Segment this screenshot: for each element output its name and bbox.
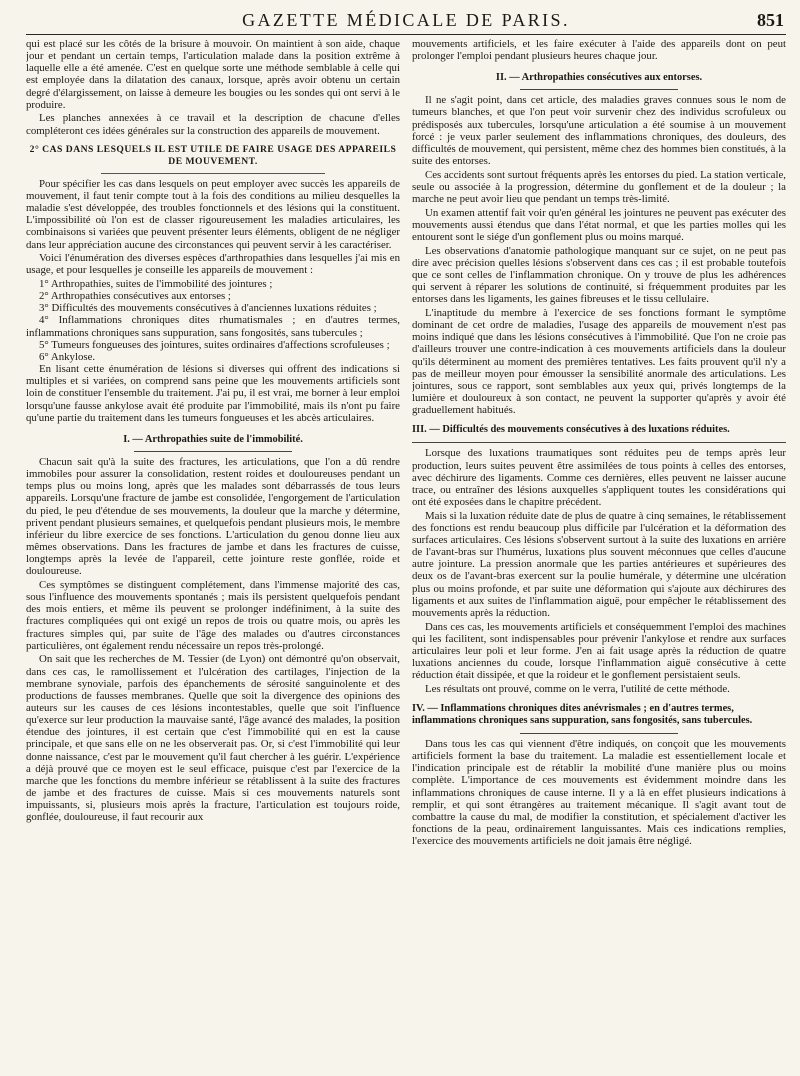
list-item: 4° Inflammations chroniques dites rhumatismales ; en d'autres termes, inflammations chroniques sans suppuration, sans fongosités, sans tubercules ; — [26, 314, 400, 339]
list-item: 6° Ankylose. — [39, 350, 96, 363]
paragraph: qui est placé sur les côtés de la brisure à mouvoir. On maintient à son aide, chaque jour et pendant un certain temps, l'articulation malade dans la position extrême à laquelle elle a été amenée. C'est en quelque sorte une méthode semblable à celle qui est employée dans la dilatation des canaux, lorsque, après avoir obtenu un certain degré d'élargissement, on laisse à demeure les bougies ou les sondes qui ont servi à le produire. — [26, 38, 400, 111]
paragraph: Les résultats ont prouvé, comme on le verra, l'utilité de cette méthode. — [425, 682, 730, 695]
running-header — [26, 6, 786, 35]
list-item: 1° Arthropathies, suites de l'immobilité des jointures ; — [39, 278, 273, 290]
list-item: 5° Tumeurs fongueuses des jointures, suites ordinaires d'affections scrofuleuses ; — [39, 338, 390, 351]
two-column-body — [26, 38, 786, 849]
paragraph: Un examen attentif fait voir qu'en général les jointures ne peuvent pas exécuter des mouvements aussi étendus que dans l'état normal, et que les parties molles qui les entourent sont le siége d'un gonflement plus ou moins marqué. — [412, 206, 786, 244]
list-item: 2° Arthropathies consécutives aux entorses ; — [39, 290, 231, 303]
divider — [520, 89, 677, 90]
paragraph: Pour spécifier les cas dans lesquels on peut employer avec succès les appareils de mouvement, il faut tenir compte tout à la fois des conditions au milieu desquelles la maladie s'est développée, des troubles fonctionnels et des lésions qui la constituent. L'impossibilité où l'on est de classer rigoureusement les maladies articulaires, les combinaisons si variées que peuvent présenter leurs éléments, obligent de ne négliger dans leur appréciation aucune des circonstances qui peuvent servir à les caractériser. — [26, 177, 400, 251]
divider — [520, 733, 677, 734]
subsection-heading: I. — Arthropathies suite de l'immobilité. — [123, 433, 303, 445]
paragraph: L'inaptitude du membre à l'exercice de ses fonctions formant le symptôme dominant de cet ordre de maladies, l'usage des appareils de mouvement n'est pas moins indiqué que dans les lésions consécutives à l'immobilité. Que l'on ne croie pas d'ailleurs trouver une contre-indication à ces mouvements artificiels dans la douleur qu'ils déterminent au moment des premières tentatives. Les faits prouvent qu'il n'y a pas de meilleur moyen pour émousser la sensibilité anormale des articulations. Les jointures, sous ce rapport, sont semblables aux yeux qui, privés longtemps de la lumière et douloureux à son contact, ne peuvent la supporter qu'après y avoir été graduellement habitués. — [412, 306, 786, 417]
subsection-heading: IV. — Inflammations chroniques dites anévrismales ; en d'autres termes, inflammations chroniques sans suppuration, sans fongosités, sans tubercules. — [412, 703, 753, 726]
paragraph: mouvements artificiels, et les faire exécuter à l'aide des appareils dont on peut prolonger l'emploi pendant plusieurs heures chaque jour. — [412, 38, 786, 63]
paragraph: Dans ces cas, les mouvements artificiels et conséquemment l'emploi des machines qui les facilitent, sont indispensables pour prévenir l'ankylose et rendre aux surfaces articulaires leur poli et leur forme. J'en ai fait usage après la réduction de quatre luxations anciennes du coude, lorsque l'inflammation aiguë consécutive à cette réduction était dissipée, et que la roideur et le gonflement persistaient seuls. — [412, 620, 786, 682]
paragraph: Lorsque des luxations traumatiques sont réduites peu de temps après leur production, leurs suites peuvent être assimilées de tous points à celles des entorses, avec déchirure des ligaments. Comme ces dernières, elles peuvent ne laisser aucune trace, ou entraîner des lésions auxquelles s'appliquent toutes les considérations qui ont été exposées dans le chapitre précédent. — [412, 447, 786, 508]
paragraph: Ces symptômes se distinguent complétement, dans l'immense majorité des cas, sous l'influence des mouvements spontanés ; mais ils persistent quelquefois pendant des mois entiers, et même ils peuvent se prolonger indéfiniment, à la suite des fractures compliquées qui ont exigé un repos de trois ou quatre mois, ou après les fractures simples qui, par suite de l'âge des malades ou d'autres circonstances particulières, ont également rendu nécessaire un repos très-prolongé. — [26, 578, 400, 652]
paragraph: Mais si la luxation réduite date de plus de quatre à cinq semaines, le rétablissement des fonctions est rendu beaucoup plus difficile par l'ulcération et la déformation des surfaces articulaires. Ces lésions s'observent surtout à la suite des luxations en arrière de l'avant-bras sur l'humérus, luxations plus souvent méconnues que celles d'aucune autre jointure. La pression anormale que les parties antérieures et supérieures des deux os de l'avant-bras exercent sur la poulie humérale, y détermine une ulcération plus ou moins profonde, et par suite une déformation qui s'ajoute aux déchirures des ligaments et aux suites de l'inflammation aiguë, pour empêcher le rétablissement des mouvements après la réduction. — [412, 509, 786, 619]
paragraph: Les planches annexées à ce travail et la description de chacune d'elles compléteront ces idées générales sur la construction des appareils de mouvement. — [26, 112, 400, 137]
paragraph: Il ne s'agit point, dans cet article, des maladies graves connues sous le nom de tumeurs blanches, et que l'on peut voir survenir chez des individus scrofuleux ou prédisposés aux tubercules, lorsqu'une articulation a été soumise à un mouvement forcé : je veux parler seulement des inflammations chroniques, des douleurs, des difficultés de mouvement, qui persistent, même chez des hommes bien constitués, à la suite des entorses. — [412, 94, 786, 168]
paragraph: Voici l'énumération des diverses espèces d'arthropathies dans lesquelles j'ai mis en usage, et pour lesquelles je conseille les appareils de mouvement : — [26, 252, 400, 277]
subsection-heading: III. — Difficultés des mouvements consécutives à des luxations réduites. — [412, 424, 730, 436]
page-number: 851 — [757, 10, 784, 30]
section-heading: 2° CAS DANS LESQUELS IL EST UTILE DE FAIRE USAGE DES APPAREILS DE MOUVEMENT. — [29, 143, 397, 167]
divider — [412, 442, 786, 443]
paragraph: En lisant cette énumération de lésions si diverses qui offrent des indications si multiples et si variées, on comprend sans peine que les mouvements artificiels sont loin de constituer l'ensemble du traitement. J'ai pu, il est vrai, me borner à leur emploi lorsqu'une fausse ankylose avait été produite par l'immobilité, mais ils n'ont pu faire qu'une partie du traitement dans les tumeurs fongueuses et les abcès articulaires. — [26, 363, 400, 424]
divider — [101, 173, 325, 174]
paragraph: On sait que les recherches de M. Tessier (de Lyon) ont démontré qu'on observait, dans ces cas, le ramollissement et l'ulcération des cartilages, l'injection de la membrane synoviale, parfois des épanchements de sérosité sanguinolente et des productions de fausses membranes. Quelle que soit la divergence des opinions des auteurs sur les causes de ces lésions incontestables, quelle que soit l'influence qu'exerce sur leur production la mauvaise santé, l'âge avancé des malades, la position étendue des jointures, il est certain que c'est l'immobilité qui en est la cause principale, et que sans elle on ne les observerait pas. Or, si c'est l'immobilité qui leur donne naissance, c'est par le mouvement qu'il faut chercher à les guérir. L'expérience a déjà prouvé que ce moyen est le seul efficace, puisque c'est par l'exercice de la marche que les fonctions du membre inférieur se rétablissent à la suite des fractures de jambe et des fractures de cuisse. Mais si ces mouvements naturels sont impuissants, si, plusieurs mois après la fracture, l'articulation est toujours roide, gonflée, douloureuse, il faut recourir aux — [26, 653, 400, 824]
list-item: 3° Difficultés des mouvements consécutives à d'anciennes luxations réduites ; — [39, 302, 377, 315]
paragraph: Dans tous les cas qui viennent d'être indiqués, on conçoit que les mouvements artificiels forment la base du traitement. La maladie est essentiellement locale et l'indication principale est de rétablir la mobilité d'une manière plus ou moins complète. L'importance de ces mouvements est évidemment moindre dans les inflammations chroniques de cause interne. Il y a là en effet plusieurs indications à remplir, et qui sont étrangères au traitement mécanique. Il s'agit avant tout de combattre la cause du mal, de modifier la constitution, et spécialement d'activer les fonctions de la peau, ordinairement languissantes. Mais ces indications remplies, l'exercice des mouvements artificiels ne doit jamais être négligé. — [412, 738, 786, 848]
right-column — [412, 38, 786, 849]
left-column — [26, 38, 400, 849]
subsection-heading: II. — Arthropathies consécutives aux entorses. — [495, 72, 703, 84]
paragraph: Ces accidents sont surtout fréquents après les entorses du pied. La station verticale, seule ou associée à la progression, détermine du gonflement et de la douleur ; la marche ne peut avoir lieu que pendant un temps très-limité. — [412, 168, 786, 206]
paragraph: Les observations d'anatomie pathologique manquant sur ce sujet, on ne peut pas dire avec précision quelles lésions s'observent dans ces cas ; il est probable toutefois que ce sont celles de l'inflammation chronique. On y trouve de plus les adhérences qui servent à réparer les solutions de continuité, si fréquemment produites par les entorses dans les ligaments, les gaines fibreuses et le tissu cellulaire. — [412, 244, 786, 306]
paragraph: Chacun sait qu'à la suite des fractures, les articulations, que l'on a dû rendre immobiles pour assurer la consolidation, restent roides et douloureuses pendant un temps plus ou moins long, après que les malades sont débarrassés de tous leurs appareils. Lorsqu'une fracture de jambe est consolidée, l'engorgement de l'articulation du pied, le peu d'étendue de ses mouvements, la douleur que la marche y détermine, privent pendant plusieurs semaines, et quelquefois pendant plusieurs mois, le membre inférieur du libre exercice de ses fonctions. L'articulation du genou donne lieu aux mêmes observations. Dans les fractures de jambe et dans les fractures de cuisse, longtemps après la levée de l'appareil, cette jointure reste gonflée, roide et douloureuse. — [26, 455, 400, 578]
journal-title: GAZETTE MÉDICALE DE PARIS. — [242, 10, 570, 30]
divider — [134, 451, 291, 452]
